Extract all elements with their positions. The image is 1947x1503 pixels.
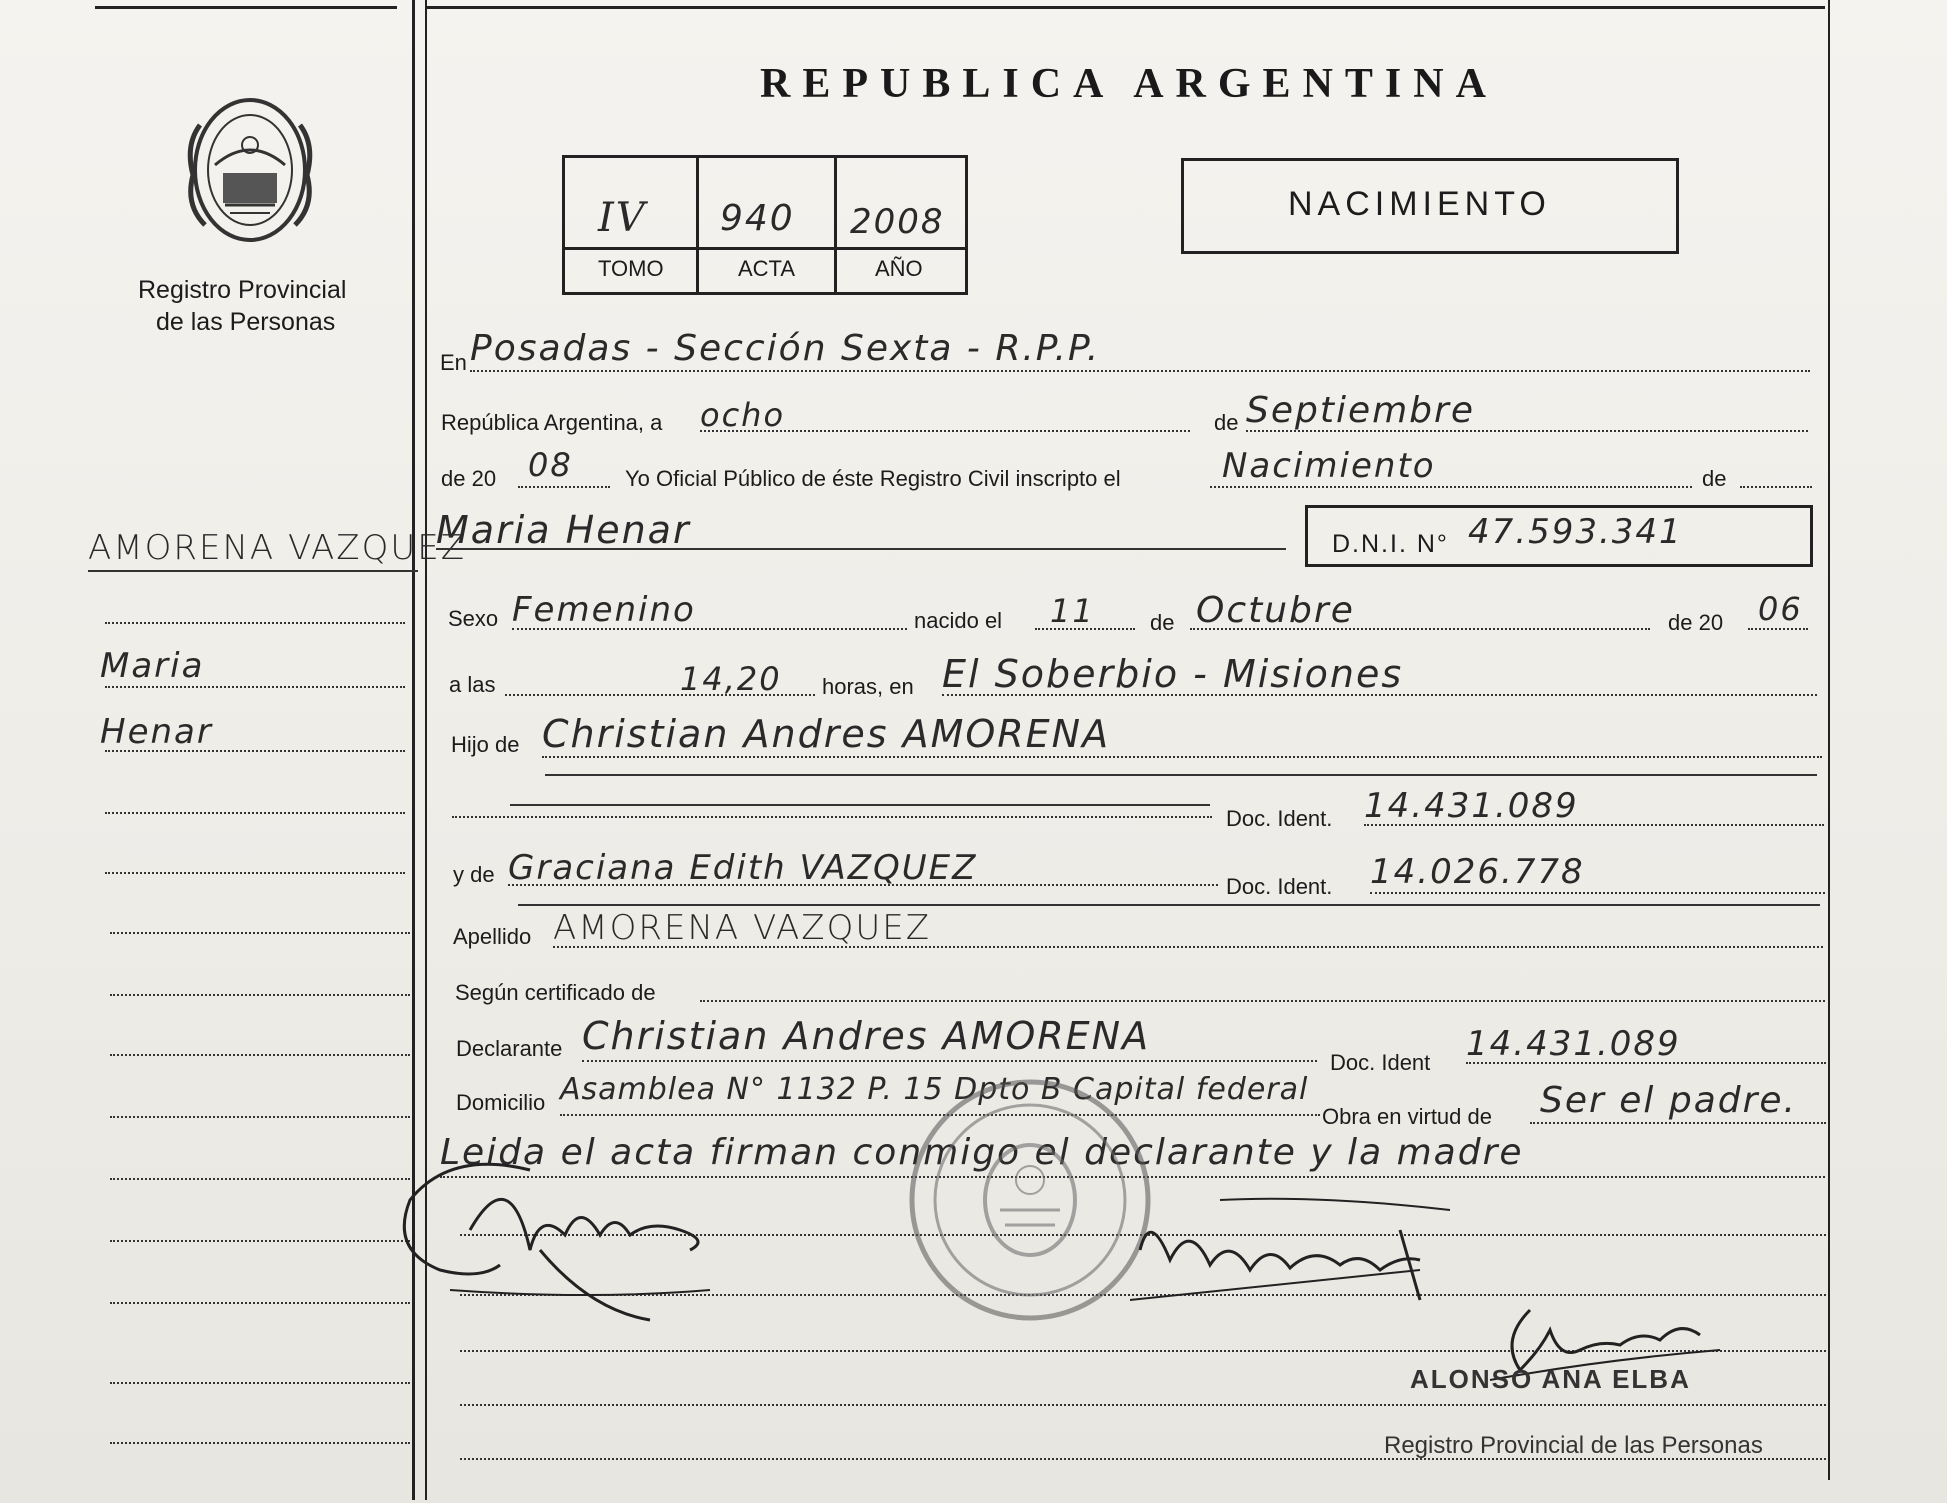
registry-name-line2: de las Personas — [156, 308, 336, 336]
domicilio-label: Domicilio — [456, 1090, 546, 1115]
mother-doc-label: Doc. Ident. — [1226, 874, 1333, 899]
margin-dotted-line — [110, 1442, 410, 1444]
father-doc-value: 14.431.089 — [1364, 786, 1579, 826]
dni-label: D.N.I. N° — [1332, 530, 1449, 558]
table-divider — [834, 155, 837, 295]
dni-value: 47.593.341 — [1468, 512, 1683, 552]
month-line — [1246, 430, 1808, 432]
right-border — [1828, 0, 1830, 1480]
name-line — [436, 548, 1286, 550]
day-value: ocho — [700, 396, 786, 434]
de-label-3: de — [1150, 610, 1175, 635]
declarante-doc-label: Doc. Ident — [1330, 1050, 1431, 1075]
margin-surname: AMORENA VAZQUEZ — [88, 528, 467, 568]
de20-label: de 20 — [441, 466, 497, 491]
place-line — [942, 694, 1817, 696]
margin-dotted-line — [110, 1240, 410, 1242]
margin-dotted-line — [105, 622, 405, 624]
father-continuation-solid — [510, 804, 1210, 806]
mother-underline — [518, 904, 1820, 906]
margin-second-name: Henar — [100, 712, 213, 752]
father-doc-label: Doc. Ident. — [1226, 806, 1333, 831]
en-line — [470, 370, 1810, 372]
declarante-signature-icon — [390, 1140, 750, 1340]
declarante-label: Declarante — [456, 1036, 563, 1061]
top-rule-left — [95, 6, 397, 9]
horas-label: horas, en — [822, 674, 914, 699]
anio-value: 2008 — [850, 202, 945, 242]
margin-dotted-line — [110, 1116, 410, 1118]
apellido-label: Apellido — [453, 924, 532, 949]
hour-value: 14,20 — [680, 660, 782, 698]
inscripto-line — [1210, 486, 1692, 488]
father-continuation-line — [452, 816, 1212, 818]
margin-dotted-line — [110, 932, 410, 934]
registry-name-line1: Registro Provincial — [138, 276, 347, 304]
declarante-doc-line — [1466, 1062, 1826, 1064]
margin-dotted-line — [110, 1054, 410, 1056]
obra-line — [1530, 1122, 1826, 1124]
segun-label: Según certificado de — [455, 980, 656, 1005]
apellido-line — [553, 946, 1823, 948]
inscripto-line-end — [1740, 486, 1812, 488]
year-value: 08 — [528, 446, 573, 484]
margin-dotted-line — [105, 750, 405, 752]
hijo-label: Hijo de — [451, 732, 520, 757]
mother-signature-icon — [1120, 1190, 1520, 1330]
birth-year-line — [1748, 628, 1808, 630]
table-divider — [696, 155, 699, 295]
month-value: Septiembre — [1246, 390, 1475, 431]
father-value: Christian Andres AMORENA — [542, 712, 1111, 756]
obra-label: Obra en virtud de — [1322, 1104, 1492, 1129]
mother-line — [508, 884, 1218, 886]
apellido-value: AMORENA VAZQUEZ — [553, 908, 932, 948]
father-underline — [545, 774, 1817, 776]
sexo-value: Femenino — [512, 590, 696, 630]
father-line — [542, 756, 1822, 758]
year-line — [518, 486, 610, 488]
province-seal-icon — [175, 85, 325, 255]
obra-value: Ser el padre. — [1540, 1080, 1797, 1121]
republica-label: República Argentina, a — [441, 410, 663, 435]
nacido-label: nacido el — [914, 608, 1003, 633]
officer-registry: Registro Provincial de las Personas — [1384, 1432, 1763, 1459]
declarante-value: Christian Andres AMORENA — [582, 1014, 1151, 1058]
margin-dotted-line — [105, 812, 405, 814]
acta-value: 940 — [720, 198, 795, 239]
birth-month-line — [1190, 628, 1650, 630]
segun-line — [700, 1000, 1825, 1002]
table-divider — [562, 247, 968, 250]
margin-dotted-line — [105, 686, 405, 688]
birth-year: 06 — [1758, 590, 1803, 628]
place-value: El Soberbio - Misiones — [942, 652, 1404, 696]
margin-dotted-line — [105, 872, 405, 874]
margin-dotted-line — [110, 1382, 410, 1384]
anio-label: AÑO — [875, 256, 923, 281]
tomo-label: TOMO — [598, 256, 664, 281]
officer-name: ALONSO ANA ELBA — [1410, 1364, 1691, 1394]
mother-doc-value: 14.026.778 — [1370, 852, 1585, 892]
hour-line — [505, 694, 815, 696]
alas-label: a las — [449, 672, 496, 697]
domicilio-value: Asamblea N° 1132 P. 15 Dpto B Capital federal — [560, 1072, 1309, 1107]
declarante-line — [582, 1060, 1317, 1062]
birth-month: Octubre — [1196, 590, 1355, 631]
sexo-label: Sexo — [448, 606, 499, 631]
leida-value: Leida el acta firman conmigo el declarante y la madre — [440, 1132, 1524, 1173]
margin-dotted-line — [110, 994, 410, 996]
margin-first-name: Maria — [100, 646, 205, 686]
tomo-value: IV — [598, 195, 647, 241]
page-title: REPUBLICA ARGENTINA — [760, 61, 1498, 107]
margin-rule — [88, 570, 418, 572]
en-value: Posadas - Sección Sexta - R.P.P. — [470, 328, 1101, 369]
name-value: Maria Henar — [436, 508, 691, 552]
top-rule-right — [425, 6, 1825, 9]
sexo-line — [512, 628, 907, 630]
acta-label: ACTA — [738, 256, 796, 281]
en-label: En — [440, 350, 467, 375]
record-type: NACIMIENTO — [1288, 185, 1551, 223]
de-label-2: de — [1702, 466, 1727, 491]
mother-doc-line — [1370, 892, 1825, 894]
birth-day-line — [1035, 628, 1135, 630]
yde-label: y de — [453, 862, 495, 887]
birth-day: 11 — [1050, 592, 1095, 630]
oficial-label: Yo Oficial Público de éste Registro Civil inscripto el — [625, 466, 1121, 491]
margin-dotted-line — [110, 1178, 410, 1180]
day-line — [700, 430, 1190, 432]
de-label: de — [1214, 410, 1239, 435]
de2020-label: de 20 — [1668, 610, 1724, 635]
declarante-doc-value: 14.431.089 — [1466, 1024, 1681, 1064]
inscripto-value: Nacimiento — [1222, 446, 1436, 486]
mother-value: Graciana Edith VAZQUEZ — [508, 848, 978, 888]
margin-dotted-line — [110, 1302, 410, 1304]
father-doc-line — [1364, 824, 1824, 826]
